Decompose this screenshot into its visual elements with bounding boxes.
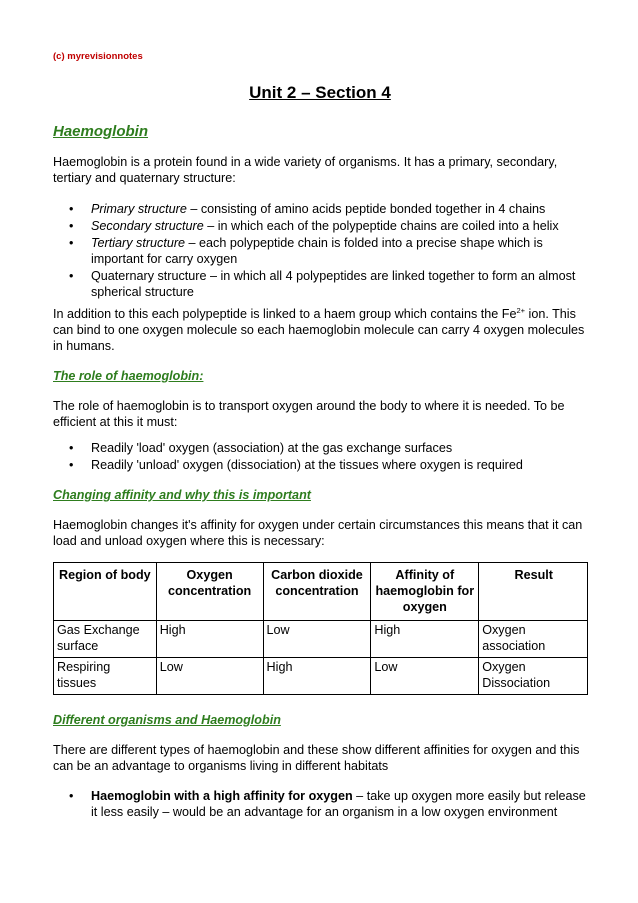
section-heading-organisms: Different organisms and Haemoglobin	[53, 713, 281, 727]
list-item: • Tertiary structure – each polypeptide chain is folded into a precise shape which is important for carry oxygen	[69, 236, 543, 266]
section-heading-affinity: Changing affinity and why this is important	[53, 488, 311, 502]
role-list	[53, 440, 593, 474]
bullet-icon: •	[69, 236, 74, 250]
intro-paragraph: Haemoglobin is a protein found in a wide variety of organisms. It has a primary, secondary, tertiary and quaternary structure:	[53, 155, 558, 185]
table-cell: High	[371, 621, 479, 658]
column-header: Carbon dioxide concentration	[263, 563, 371, 621]
page-title: Unit 2 – Section 4	[249, 83, 391, 102]
bullet-icon: •	[69, 789, 74, 803]
copyright-notice: (c) myrevisionnotes	[53, 51, 143, 62]
table-row	[54, 621, 588, 658]
column-header: Region of body	[54, 563, 157, 621]
table-cell: High	[156, 621, 263, 658]
role-paragraph: The role of haemoglobin is to transport oxygen around the body to where it is needed. To be efficient at this it must:	[53, 399, 565, 429]
table-cell: Low	[263, 621, 371, 658]
bullet-icon: •	[69, 202, 74, 216]
affinity-table	[53, 562, 588, 695]
table-header-row	[54, 563, 588, 621]
section-heading-haemoglobin: Haemoglobin	[53, 123, 149, 140]
list-item: • Primary structure – consisting of amino acids peptide bonded together in 4 chains	[69, 202, 546, 216]
column-header: Result	[479, 563, 588, 621]
structure-list	[53, 201, 593, 301]
affinity-paragraph: Haemoglobin changes it's affinity for oxygen under certain circumstances this means that it can load and unload oxygen where this is necessary:	[53, 518, 583, 548]
bullet-icon: •	[69, 219, 74, 233]
organisms-list	[53, 788, 593, 821]
table-cell: Low	[371, 658, 479, 695]
organisms-paragraph: There are different types of haemoglobin and these show different affinities for oxygen and this can be an advantage to organisms living in different habitats	[53, 743, 580, 773]
list-item: • Readily 'unload' oxygen (dissociation) at the tissues where oxygen is required	[69, 458, 523, 472]
table-cell: Respiring tissues	[54, 658, 157, 695]
column-header: Oxygen concentration	[156, 563, 263, 621]
table-cell: Gas Exchange surface	[54, 621, 157, 658]
list-item: • Haemoglobin with a high affinity for oxygen – take up oxygen more easily but release it less easily – would be an advantage for an organism in a low oxygen environment	[69, 789, 586, 819]
section-heading-role: The role of haemoglobin:	[53, 369, 204, 383]
table-row	[54, 658, 588, 695]
table-cell: Oxygen association	[479, 621, 588, 658]
bullet-icon: •	[69, 441, 74, 455]
table-cell: Oxygen Dissociation	[479, 658, 588, 695]
bullet-icon: •	[69, 458, 74, 472]
table-cell: High	[263, 658, 371, 695]
list-item: • Readily 'load' oxygen (association) at the gas exchange surfaces	[69, 441, 453, 455]
list-item: • Quaternary structure – in which all 4 polypeptides are linked together to form an almost spherical structure	[69, 269, 576, 299]
column-header: Affinity of haemoglobin for oxygen	[371, 563, 479, 621]
list-item: • Secondary structure – in which each of the polypeptide chains are coiled into a helix	[69, 219, 559, 233]
bullet-icon: •	[69, 269, 74, 283]
table-cell: Low	[156, 658, 263, 695]
haem-paragraph: In addition to this each polypeptide is linked to a haem group which contains the $Fe^{2+}$ ion. This can bind to one oxygen molecule so each haemoglobin molecule can carry 4 oxygen molecules in humans.	[53, 305, 585, 353]
